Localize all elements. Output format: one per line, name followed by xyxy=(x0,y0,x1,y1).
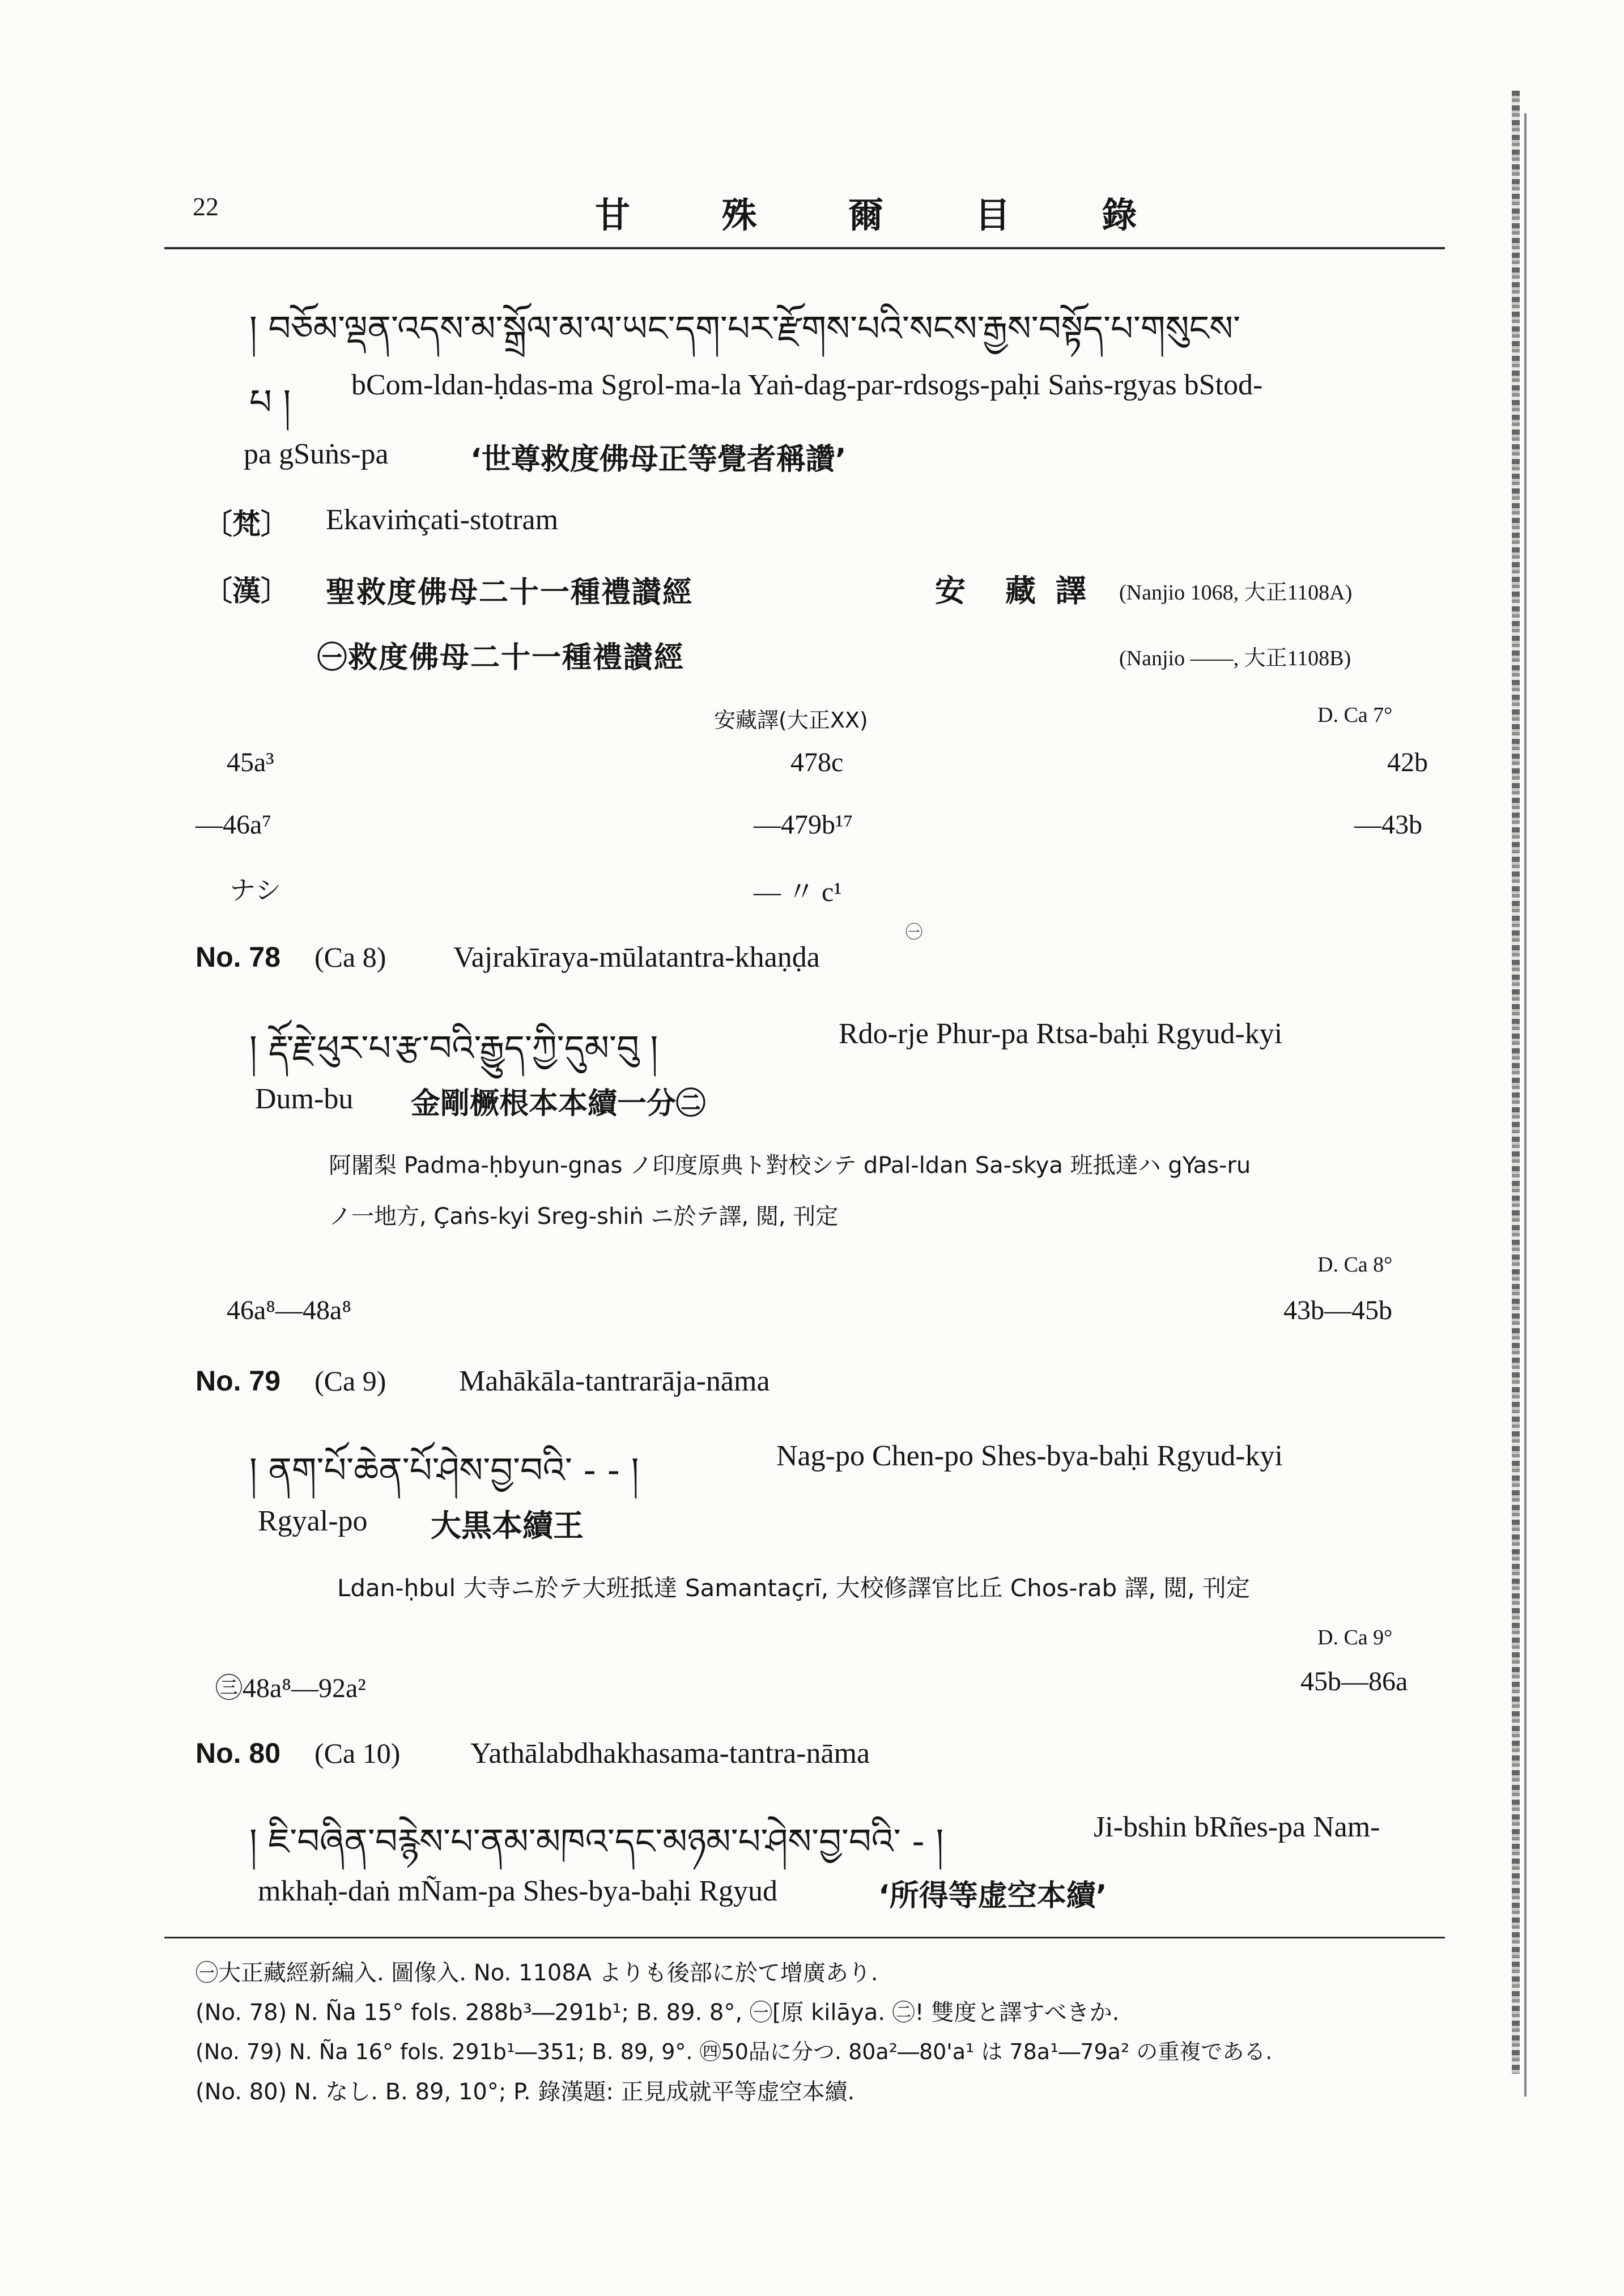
entry80-number: No. 80 xyxy=(195,1737,281,1769)
entry79-number: No. 79 xyxy=(195,1365,281,1397)
entry77-roman-line2: pa gSuṅs-pa xyxy=(244,438,389,470)
entry79-right-range: 45b―86a xyxy=(1300,1666,1408,1697)
footnote-2: (No. 78) N. Ña 15° fols. 288b³―291b¹; B. 89. 8°, ㊀[原 kilāya. ㊁! 雙度と譯すべきか. xyxy=(195,2000,1120,2026)
footnote-4: (No. 80) N. なし. B. 89, 10°; P. 錄漢題: 正見成就平等虚空本續. xyxy=(195,2079,855,2105)
entry79-ca: (Ca 9) xyxy=(314,1365,386,1397)
entry78-left-range: 46a⁸―48a⁸ xyxy=(227,1295,352,1325)
entry78-note-mark: ㊀ xyxy=(905,923,922,942)
entry79-left-range: ㊂48a⁸―92a² xyxy=(215,1673,366,1703)
entry78-number: No. 78 xyxy=(195,941,281,973)
entry78-d-ref: D. Ca 8° xyxy=(1317,1253,1393,1277)
entry77-skt-label: 〔梵〕 xyxy=(204,508,289,541)
entry78-roman-line2: Dum-bu xyxy=(255,1083,354,1115)
entry77-row1-right: 42b xyxy=(1387,747,1428,777)
entry78-ca: (Ca 8) xyxy=(314,941,386,973)
footnote-3: (No. 79) N. Ña 16° fols. 291b¹―351; B. 89, 9°. ㊃50品に分つ. 80a²―80'a¹ は 78a¹―79a² の重複である. xyxy=(195,2039,1273,2064)
entry77-han-label: 〔漢〕 xyxy=(204,575,289,607)
entry78-right-range: 43b―45b xyxy=(1283,1295,1392,1325)
entry79-roman-line2: Rgyal-po xyxy=(258,1505,368,1537)
entry79-jp-title: 大黒本續王 xyxy=(431,1508,584,1544)
entry79-note-line1: Ldan-ḥbul 大寺ニ於テ大班抵達 Samantaçrī, 大校修譯官比丘 Chos-rab 譯, 閲, 刊定 xyxy=(337,1574,1250,1602)
entry77-col-mid-header: 安藏譯(大正XX) xyxy=(714,708,868,733)
entry79-skt-title: Mahākāla-tantrarāja-nāma xyxy=(459,1365,770,1397)
entry77-skt-title: Ekaviṁçati-stotram xyxy=(326,504,559,536)
entry79-roman-line1: Nag-po Chen-po Shes-bya-baḥi Rgyud-kyi xyxy=(776,1440,1283,1472)
entry77-row2-left: ―46a⁷ xyxy=(195,810,272,840)
entry77-han-ref2: (Nanjio ――, 大正1108B) xyxy=(1119,647,1351,670)
entry79-d-ref: D. Ca 9° xyxy=(1317,1626,1393,1649)
entry77-han-title1: 聖救度佛母二十一種禮讃經 xyxy=(326,576,694,610)
entry77-translator: 安 藏 譯 xyxy=(935,573,1091,609)
header-rule xyxy=(164,247,1445,249)
entry77-row2-mid: ―479b¹⁷ xyxy=(754,810,853,840)
entry80-roman-line1: Ji-bshin bRñes-pa Nam- xyxy=(1094,1811,1380,1843)
entry78-roman-line1: Rdo-rje Phur-pa Rtsa-baḥi Rgyud-kyi xyxy=(839,1018,1283,1050)
entry80-roman-line2: mkhaḥ-daṅ mÑam-pa Shes-bya-baḥi Rgyud xyxy=(258,1875,778,1907)
page-number: 22 xyxy=(193,192,219,221)
entry77-tibetan-line1: ། བཅོམ་ལྡན་འདས་མ་སྒྲོལ་མ་ལ་ཡང་དག་པར་རྫོགས་པའི་སངས་རྒྱས་བསྟོད་པ་གསུངས་ xyxy=(249,308,1241,349)
entry77-row3-left: ナシ xyxy=(229,875,282,905)
entry80-tibetan: ། ཇི་བཞིན་བརྙེས་པ་ནམ་མཁའ་དང་མཉམ་པ་ཤེས་བྱ་བའི་ - ། xyxy=(249,1821,944,1862)
page-edge-line xyxy=(1524,113,1527,2097)
entry77-row1-mid: 478c xyxy=(790,747,844,777)
entry77-han-title2: ㊀救度佛母二十一種禮讃經 xyxy=(317,641,685,675)
footnote-rule xyxy=(164,1937,1445,1938)
entry77-row2-right: ―43b xyxy=(1354,810,1422,840)
entry77-col-right-header: D. Ca 7° xyxy=(1317,703,1393,727)
entry78-tibetan: ། རྡོ་རྗེ་ཕུར་པ་རྩ་བའི་རྒྱུད་ཀྱི་དུམ་བུ ། xyxy=(249,1027,658,1069)
entry79-tibetan: ། ནག་པོ་ཆེན་པོ་ཤེས་བྱ་བའི་ - - ། xyxy=(249,1449,639,1491)
page-edge-shadow xyxy=(1512,91,1520,2074)
entry78-note-line1: 阿闍梨 Padma-ḥbyun-gnas ノ印度原典ト對校シテ dPal-ldan Sa-skya 班抵達ハ gYas-ru xyxy=(329,1153,1251,1179)
entry77-tibetan-line2: པ ། xyxy=(249,381,291,423)
entry78-note-line2: ノ一地方, Çaṅs-kyi Sreg-shiṅ ニ於テ譯, 閲, 刊定 xyxy=(329,1204,839,1230)
entry78-skt-title: Vajrakīraya-mūlatantra-khaṇḍa xyxy=(453,941,820,973)
entry77-han-ref1: (Nanjio 1068, 大正1108A) xyxy=(1119,581,1353,605)
entry80-skt-title: Yathālabdhakhasama-tantra-nāma xyxy=(470,1737,870,1770)
entry77-jp-title: ‘世尊救度佛母正等覺者稱讚’ xyxy=(470,443,847,477)
entry77-row1-left: 45a³ xyxy=(227,747,274,777)
footnote-1: ㊀大正藏經新編入. 圖像入. No. 1108A よりも後部に於て增廣あり. xyxy=(195,1960,878,1986)
entry78-jp-title: 金剛橛根本本續一分㊁ xyxy=(411,1087,706,1121)
running-title: 甘 殊 爾 目 錄 xyxy=(595,194,1177,236)
entry77-roman-line1: bCom-ldan-ḥdas-ma Sgrol-ma-la Yaṅ-dag-par-rdsogs-paḥi Saṅs-rgyas bStod- xyxy=(351,369,1263,401)
entry80-ca: (Ca 10) xyxy=(314,1737,401,1769)
entry77-row3-mid: ― 〃 c¹ xyxy=(754,877,842,907)
entry80-jp-title: ‘所得等虚空本續’ xyxy=(878,1879,1107,1913)
